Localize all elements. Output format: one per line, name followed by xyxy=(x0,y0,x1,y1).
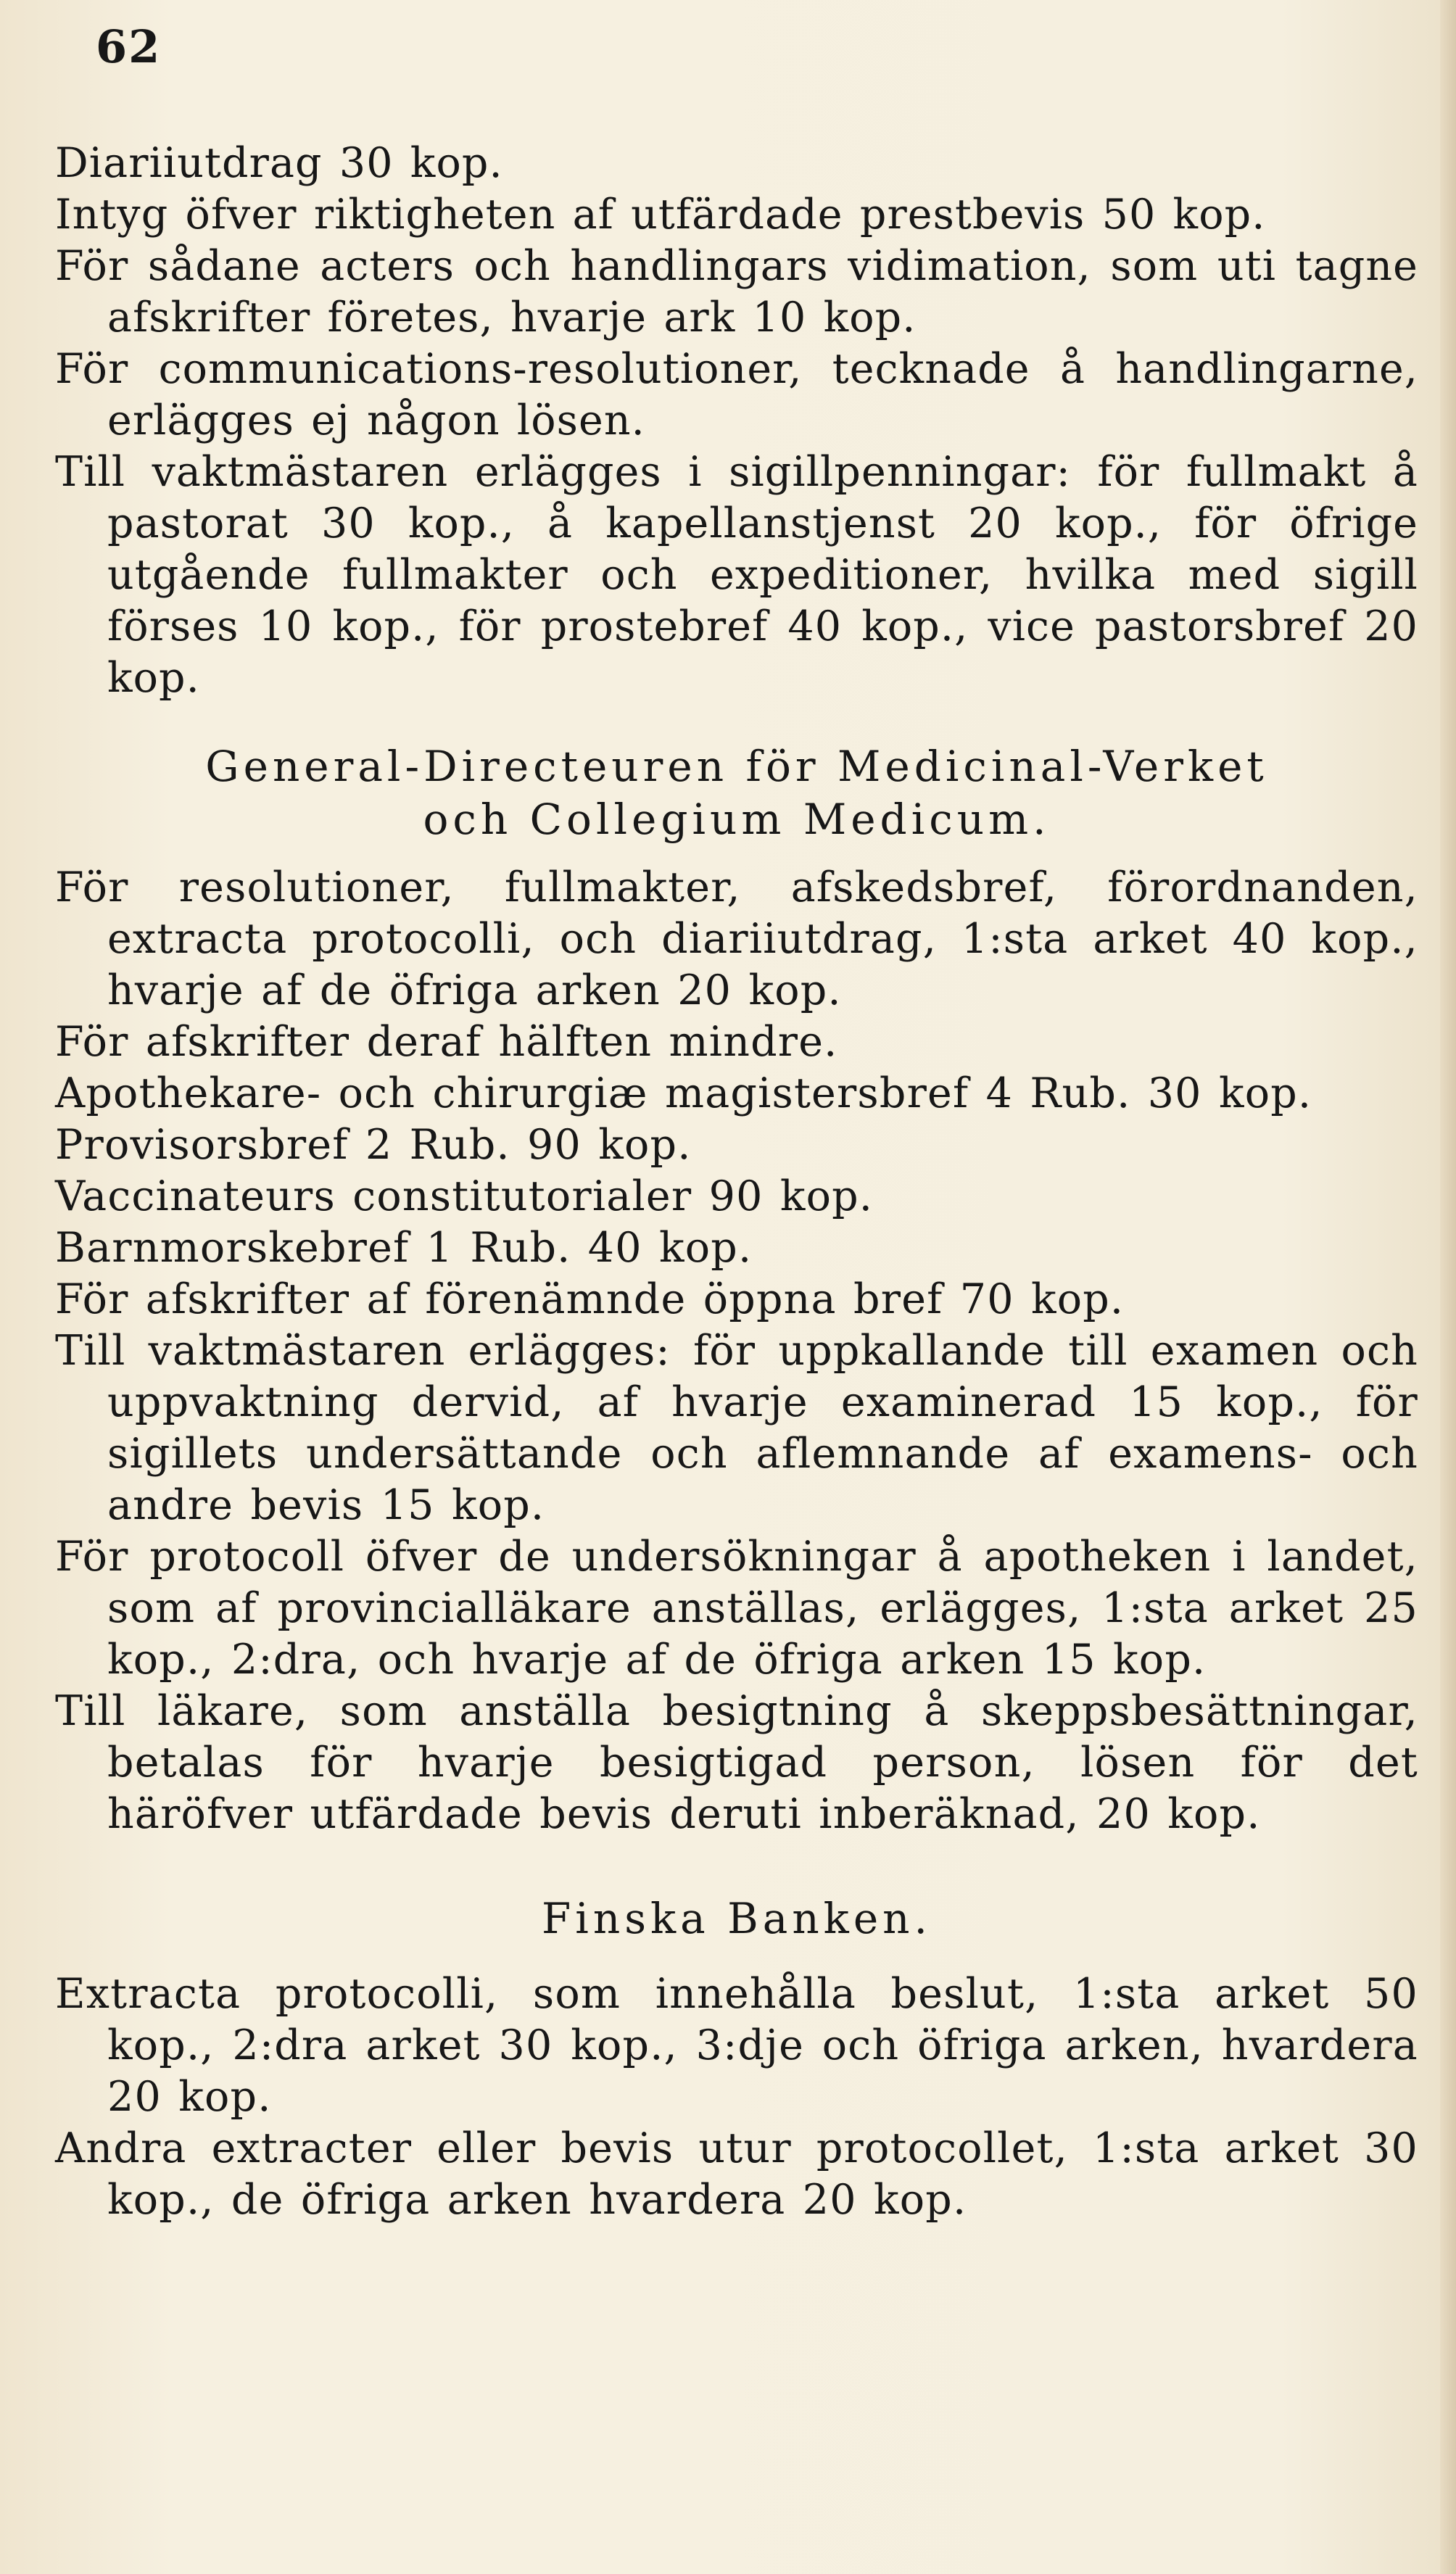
medical-paragraph-apothekare: Apothekare- och chirurgiæ magistersbref 4 Rub. 30 kop. xyxy=(55,1069,1312,1117)
intro-paragraph-intyg: Intyg öfver riktigheten af utfärdade prestbevis 50 kop. xyxy=(55,191,1266,239)
medical-paragraph-barnmorskebref: Barnmorskebref 1 Rub. 40 kop. xyxy=(55,1224,753,1272)
page-number: 62 xyxy=(96,20,162,73)
medical-paragraph-provisorsbref: Provisorsbref 2 Rub. 90 kop. xyxy=(55,1121,692,1169)
page-edge xyxy=(1440,0,1456,2574)
intro-fees-block xyxy=(55,138,1418,704)
intro-paragraph-diariiutdrag: Diariiutdrag 30 kop. xyxy=(55,139,503,187)
medical-paragraph-oppna-bref: För afskrifter af förenämnde öppna bref 70 kop. xyxy=(55,1275,1125,1323)
page-content xyxy=(55,138,1418,2226)
medical-paragraph-vaccinateurs: Vaccinateurs constitutorialer 90 kop. xyxy=(55,1172,874,1220)
intro-paragraph-vaktmastaren: Till vaktmästaren erlägges i sigillpenningar: för fullmakt å pastorat 30 kop., å kapellanstjenst 20 kop., för öfrige utgående fullmakter och expeditioner, hvilka med sigill förses 10 kop., för prostebref 40 kop., vice pastorsbref 20 kop. xyxy=(55,448,1418,702)
medical-paragraph-lakare: Till läkare, som anställa besigtning å skeppsbesättningar, betalas för hvarje besigtigad person, lösen för det häröfver utfärdade bevis deruti inberäknad, 20 kop. xyxy=(55,1687,1418,1838)
medical-section-title: General-Directeuren för Medicinal-Verket xyxy=(205,742,1268,791)
intro-paragraph-communications: För communications-resolutioner, tecknade å handlingarne, erlägges ej någon lösen. xyxy=(55,345,1418,444)
medical-paragraph-vaktmastaren: Till vaktmästaren erlägges: för uppkallande till examen och uppvaktning dervid, af hvarje examinerad 15 kop., för sigillets undersättande och aflemnande af examens- och andre bevis 15 kop. xyxy=(55,1327,1418,1529)
medical-paragraph-afskrifter: För afskrifter deraf hälften mindre. xyxy=(55,1018,838,1066)
bank-paragraph-extracta: Extracta protocolli, som innehålla beslut, 1:sta arket 50 kop., 2:dra arket 30 kop., 3:dje och öfriga arken, hvardera 20 kop. xyxy=(55,1970,1418,2121)
bank-section xyxy=(55,1892,1418,2226)
bank-section-title: Finska Banken. xyxy=(542,1894,932,1943)
intro-paragraph-vidimation: För sådane acters och handlingars vidimation, som uti tagne afskrifter företes, hvarje ark 10 kop. xyxy=(55,242,1418,342)
medical-paragraph-resolutioner: För resolutioner, fullmakter, afskedsbref, förordnanden, extracta protocolli, och diariiutdrag, 1:sta arket 40 kop., hvarje af de öfriga arken 20 kop. xyxy=(55,864,1418,1014)
bank-paragraph-andra-extracter: Andra extracter eller bevis utur protocollet, 1:sta arket 30 kop., de öfriga arken hvardera 20 kop. xyxy=(55,2124,1418,2224)
medical-section xyxy=(55,740,1418,1840)
medical-paragraph-protocoll: För protocoll öfver de undersökningar å apotheken i landet, som af provincialläkare anställas, erlägges, 1:sta arket 25 kop., 2:dra, och hvarje af de öfriga arken 15 kop. xyxy=(55,1533,1418,1684)
medical-section-subtitle: och Collegium Medicum. xyxy=(423,795,1051,844)
